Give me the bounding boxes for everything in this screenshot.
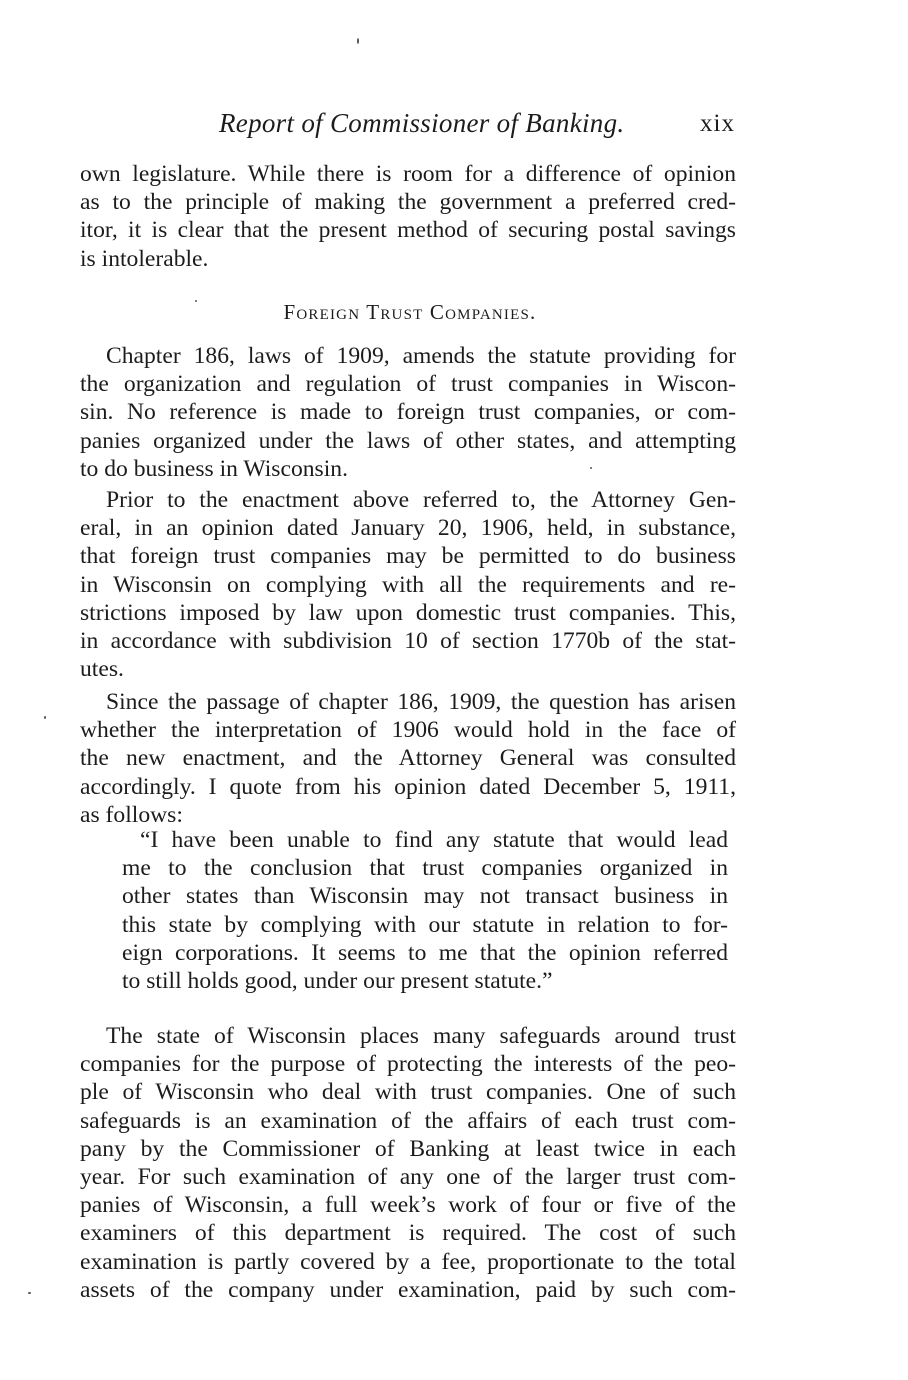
scan-speck — [195, 300, 197, 302]
text-line: as to the principle of making the government a preferred cred- — [80, 189, 736, 216]
text-line: to do business in Wisconsin. — [80, 455, 348, 482]
scan-speck — [357, 38, 359, 44]
text-line: the organization and regulation of trust companies in Wiscon- — [80, 371, 736, 398]
paragraph-question-arisen — [80, 688, 736, 829]
running-head — [75, 108, 735, 142]
intro-paragraph — [80, 160, 736, 273]
paragraph-attorney-general-1906 — [80, 486, 736, 683]
paragraph-safeguards — [80, 1022, 736, 1304]
quote-line: me to the conclusion that trust companies organized in — [122, 855, 728, 882]
text-line: eral, in an opinion dated January 20, 1906, held, in substance, — [80, 515, 736, 542]
running-title: Report of Commissioner of Banking. — [219, 108, 625, 138]
page-number: xix — [700, 110, 735, 137]
section-heading: Foreign Trust Companies. — [283, 300, 537, 324]
text-line: the new enactment, and the Attorney General was consulted — [80, 745, 736, 772]
text-line: as follows: — [80, 801, 183, 828]
scan-speck — [590, 467, 592, 469]
text-line: safeguards is an examination of the affairs of each trust com- — [80, 1107, 736, 1134]
scan-speck — [28, 1292, 31, 1294]
text-line: ple of Wisconsin who deal with trust companies. One of such — [80, 1079, 736, 1106]
scan-speck — [44, 716, 46, 719]
text-line: is intolerable. — [80, 245, 209, 272]
quote-line: eign corporations. It seems to me that the opinion referred — [122, 939, 728, 966]
text-line: Chapter 186, laws of 1909, amends the statute providing for — [106, 343, 736, 369]
text-line: panies organized under the laws of other states, and attempting — [80, 427, 736, 454]
paragraph-chapter-186 — [80, 342, 736, 483]
text-line: own legislature. While there is room for a difference of opinion — [80, 161, 736, 187]
quote-line: “I have been unable to find any statute that would lead — [140, 827, 728, 853]
text-line: itor, it is clear that the present method of securing postal savings — [80, 217, 736, 244]
text-line: examination is partly covered by a fee, proportionate to the total — [80, 1248, 736, 1275]
text-line: examiners of this department is required. The cost of such — [80, 1220, 736, 1247]
block-quote — [122, 826, 728, 995]
text-line: Prior to the enactment above referred to, the Attorney Gen- — [106, 487, 736, 513]
text-line: The state of Wisconsin places many safeguards around trust — [106, 1023, 736, 1049]
text-line: that foreign trust companies may be permitted to do business — [80, 543, 736, 570]
text-line: year. For such examination of any one of the larger trust com- — [80, 1164, 736, 1191]
text-line: assets of the company under examination, paid by such com- — [80, 1276, 736, 1303]
quote-line: other states than Wisconsin may not transact business in — [122, 883, 728, 910]
text-line: in accordance with subdivision 10 of section 1770b of the stat- — [80, 628, 736, 655]
text-line: whether the interpretation of 1906 would hold in the face of — [80, 717, 736, 744]
text-line: strictions imposed by law upon domestic trust companies. This, — [80, 599, 736, 626]
quote-line: this state by complying with our statute in relation to for- — [122, 911, 728, 938]
text-line: Since the passage of chapter 186, 1909, the question has arisen — [106, 689, 736, 715]
quote-line: to still holds good, under our present statute.” — [122, 968, 553, 995]
text-line: companies for the purpose of protecting the interests of the peo- — [80, 1051, 736, 1078]
text-line: accordingly. I quote from his opinion dated December 5, 1911, — [80, 773, 736, 800]
text-line: pany by the Commissioner of Banking at least twice in each — [80, 1135, 736, 1162]
text-line: panies of Wisconsin, a full week’s work of four or five of the — [80, 1192, 736, 1219]
text-line: utes. — [80, 656, 124, 683]
text-line: in Wisconsin on complying with all the requirements and re- — [80, 571, 736, 598]
text-line: sin. No reference is made to foreign trust companies, or com- — [80, 399, 736, 426]
